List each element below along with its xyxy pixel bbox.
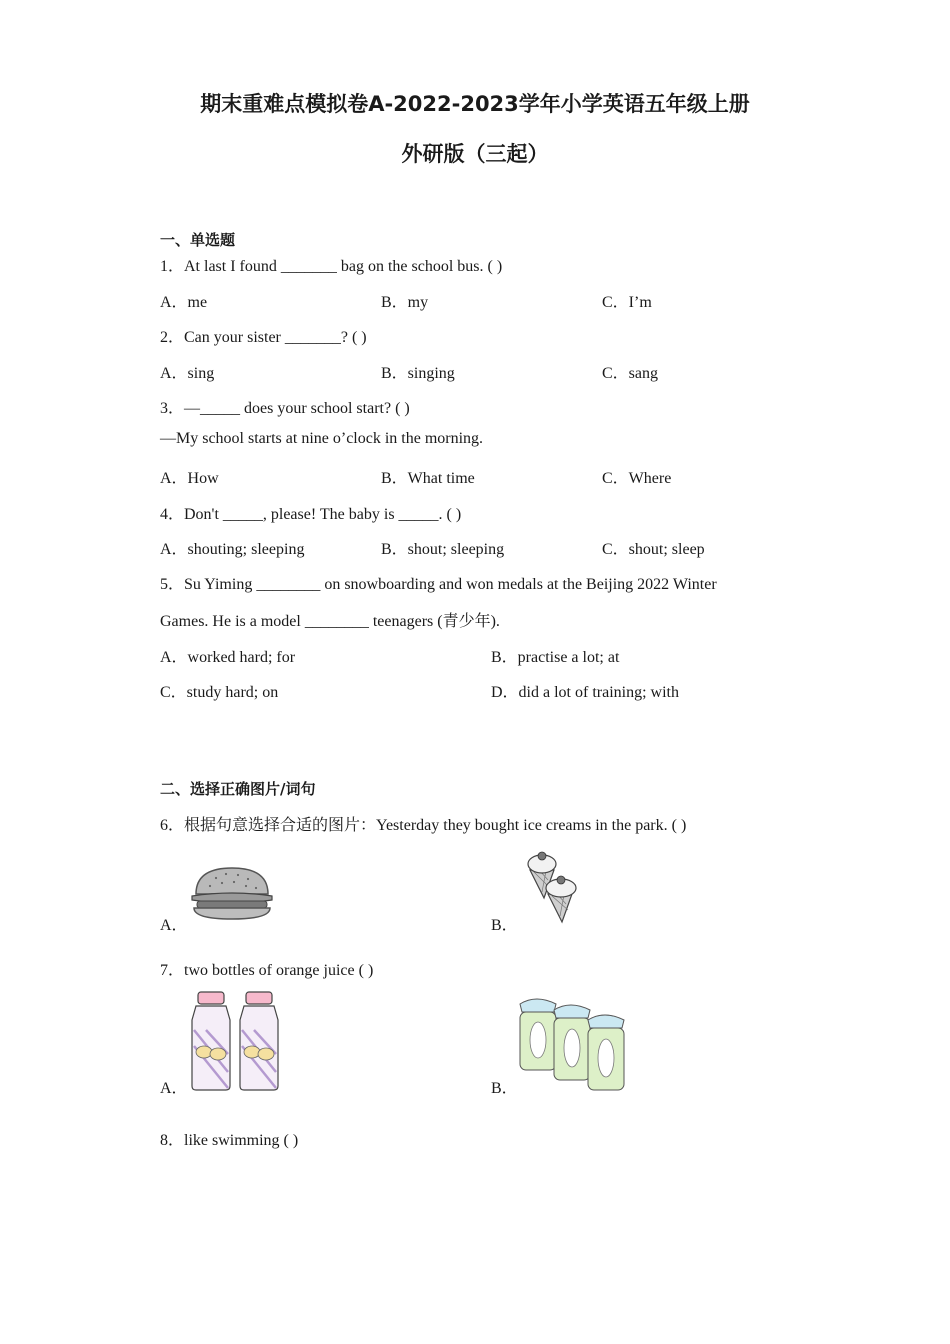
question-3-option-b: B．What time [381, 470, 475, 487]
question-2-stem: 2．Can your sister _______? ( ) [160, 329, 367, 346]
question-5-stem-line2: Games. He is a model ________ teenagers (青少年). [160, 613, 500, 630]
question-6-option-b: B． [491, 917, 518, 934]
hamburger-icon [188, 864, 276, 922]
question-3-stem-response: —My school starts at nine o’clock in the morning. [160, 430, 484, 447]
section-heading-1: 一、单选题 [160, 231, 236, 249]
question-7-stem: 7．two bottles of orange juice ( ) [160, 962, 374, 979]
question-5-option-a: A．worked hard; for [160, 649, 296, 666]
question-5-stem: 5．Su Yiming ________ on snowboarding and won medals at the Beijing 2022 Winter [160, 576, 717, 593]
question-6-option-a: A． [160, 917, 188, 934]
question-7-option-a: A． [160, 1080, 188, 1097]
question-6-stem: 6．根据句意选择合适的图片：Yesterday they bought ice creams in the park. ( ) [160, 817, 687, 834]
paper-title-line1: 期末重难点模拟卷A-2022-2023学年小学英语五年级上册 [200, 92, 750, 116]
question-4-option-a: A．shouting; sleeping [160, 541, 305, 558]
juice-bottles-icon [188, 990, 280, 1092]
question-4-option-c: C．shout; sleep [602, 541, 705, 558]
question-2-option-a: A．sing [160, 365, 215, 382]
question-4-option-b: B．shout; sleeping [381, 541, 505, 558]
question-1-option-b: B．my [381, 294, 429, 311]
question-4-stem: 4．Don't _____, please! The baby is _____. ( ) [160, 506, 462, 523]
ice-cream-icon [522, 848, 582, 926]
paper-title-line2: 外研版（三起） [401, 142, 549, 166]
question-1-option-c: C．I’m [602, 294, 652, 311]
question-3-stem: 3．—_____ does your school start? ( ) [160, 400, 410, 417]
question-1-stem: 1．At last I found _______ bag on the school bus. ( ) [160, 258, 503, 275]
question-5-option-b: B．practise a lot; at [491, 649, 620, 666]
question-5-option-c: C．study hard; on [160, 684, 279, 701]
question-2-option-c: C．sang [602, 365, 659, 382]
section-heading-2: 二、选择正确图片/词句 [160, 780, 316, 798]
question-5-option-d: D．did a lot of training; with [491, 684, 679, 701]
question-2-option-b: B．singing [381, 365, 455, 382]
question-3-option-a: A．How [160, 470, 219, 487]
milk-jars-icon [516, 990, 628, 1092]
question-3-option-c: C．Where [602, 470, 672, 487]
question-1-option-a: A．me [160, 294, 208, 311]
question-7-option-b: B． [491, 1080, 518, 1097]
question-8-stem: 8．like swimming ( ) [160, 1132, 299, 1149]
